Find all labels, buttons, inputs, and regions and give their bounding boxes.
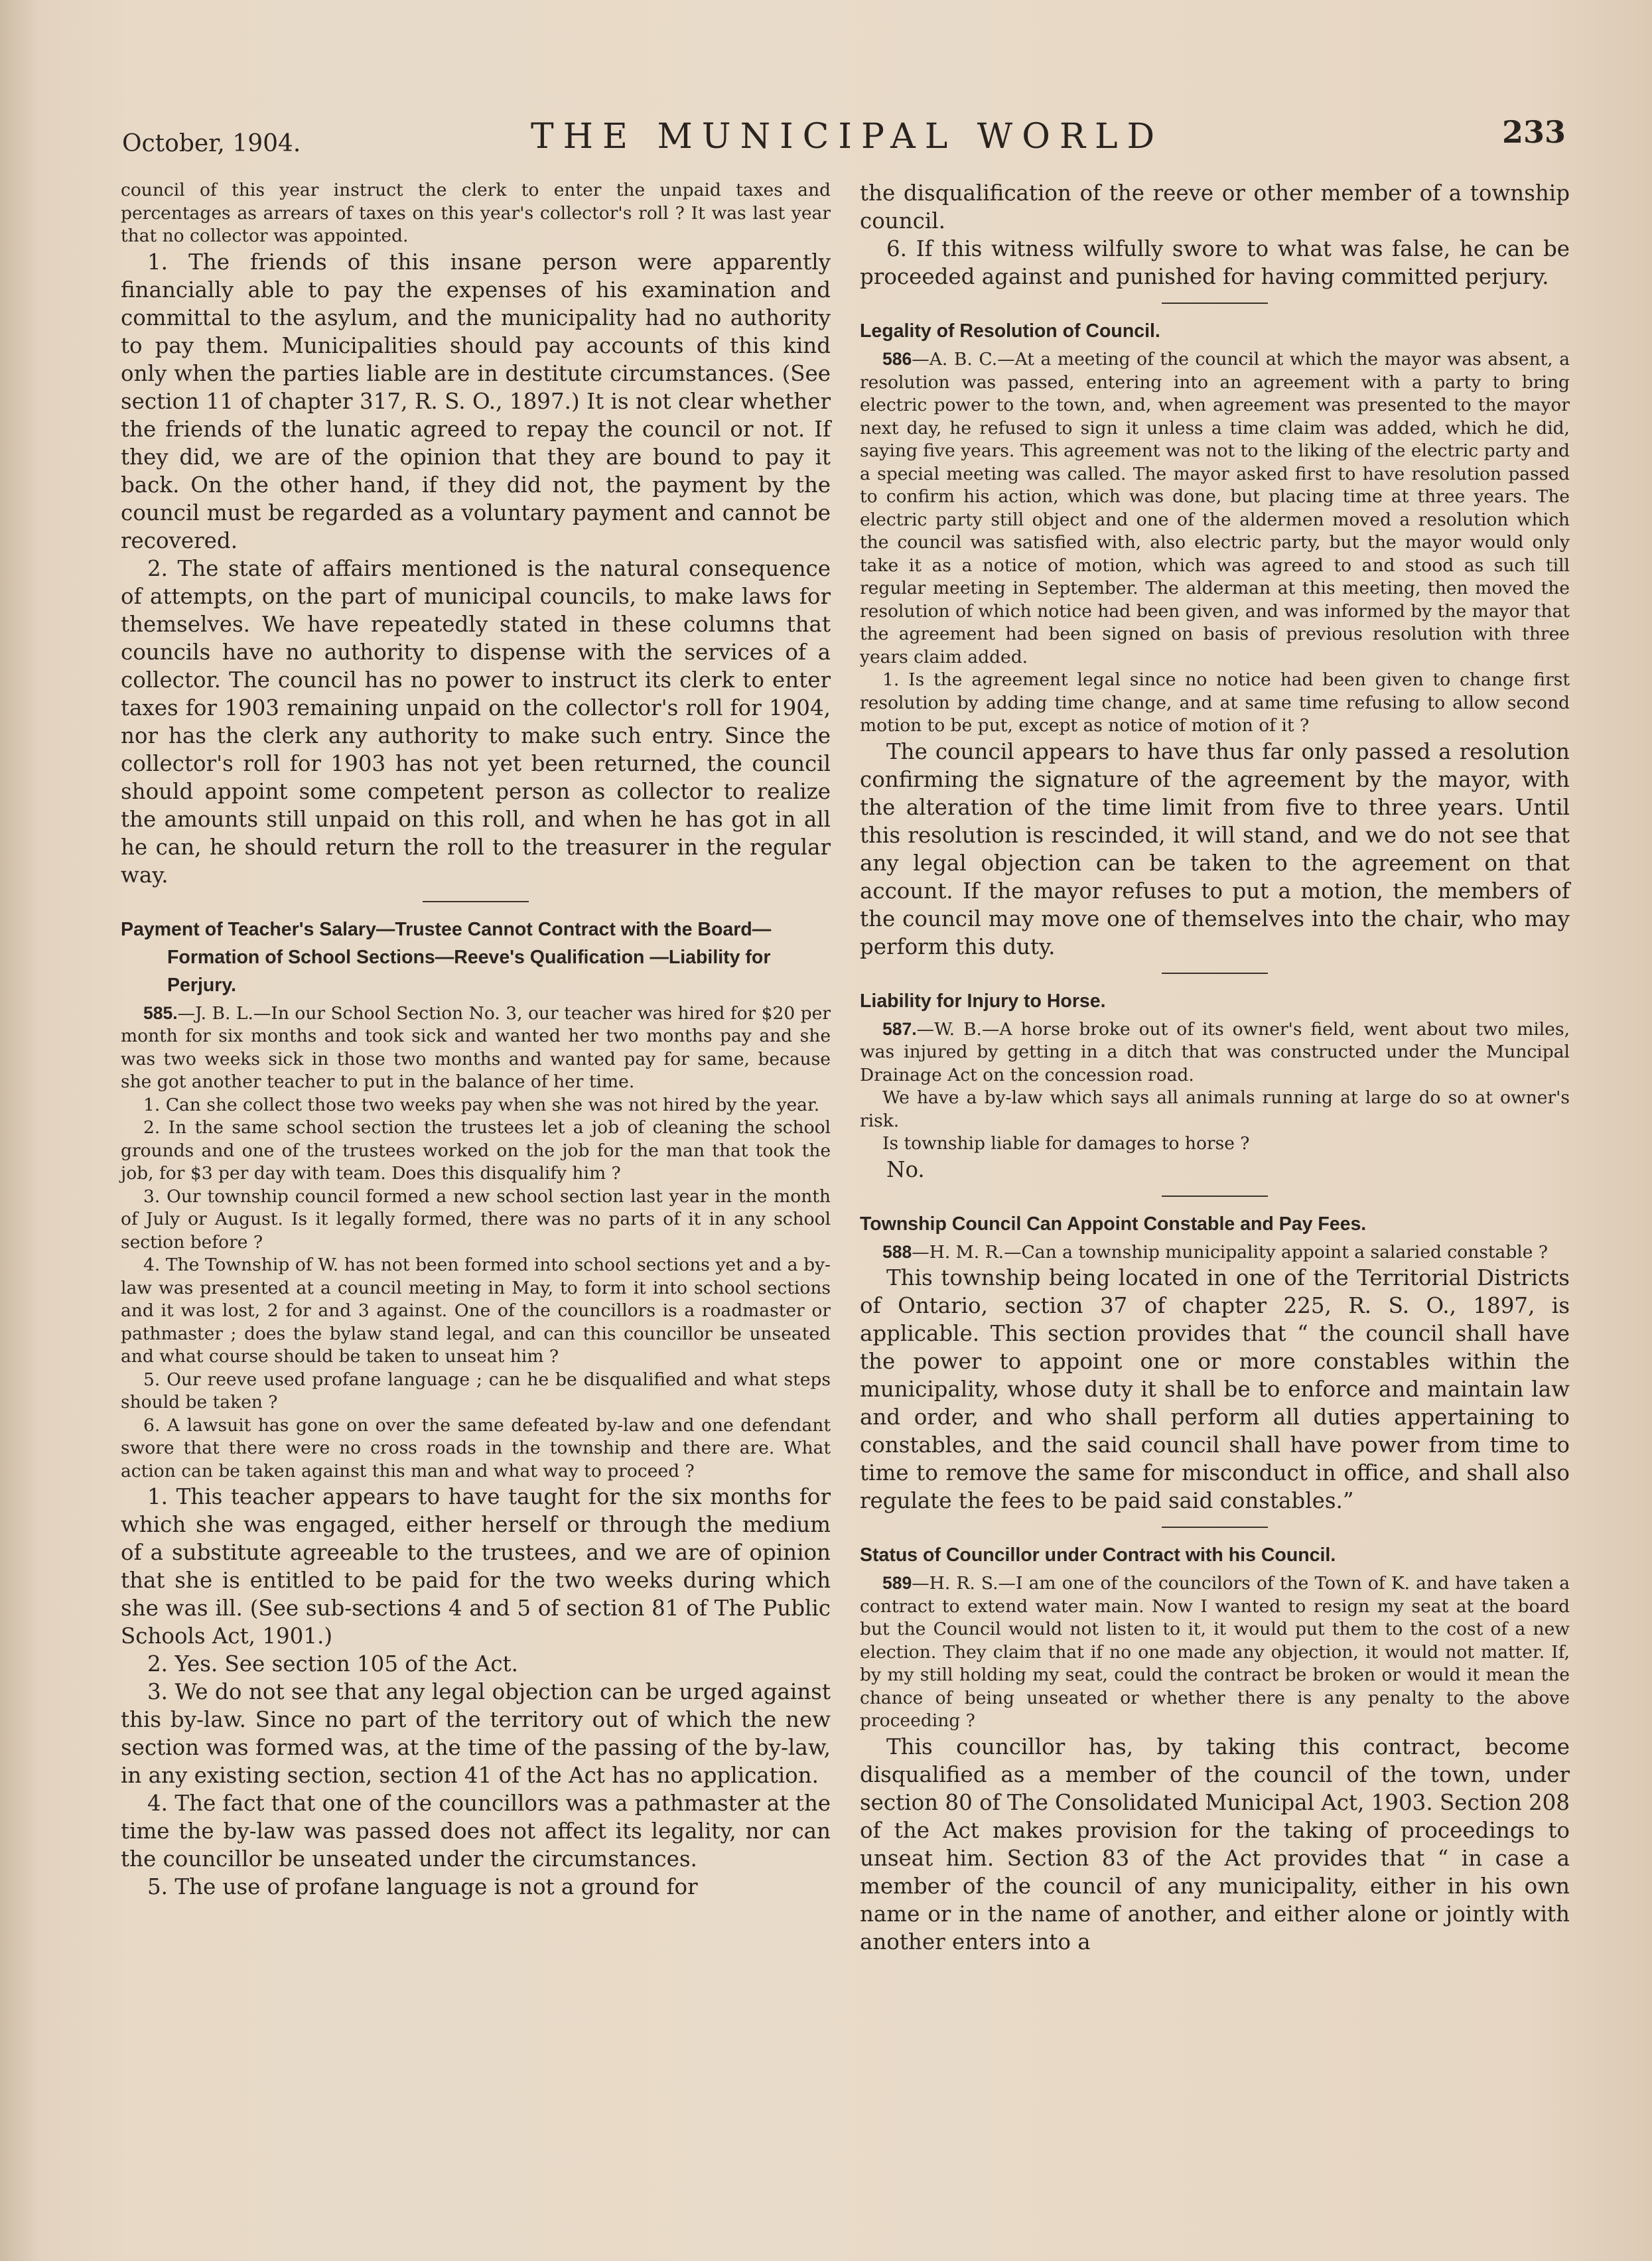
- answer-paragraph: 6. If this witness wilfully swore to what was false, he can be proceeded against and punished for having committed perjury.: [860, 236, 1570, 289]
- answer-paragraph: The council appears to have thus far only passed a resolution confirming the signature of the agreement by the mayor, with the alteration of the time limit from five to three years. Until this resolution is rescinded, it will stand, and we do not see that any legal objection can be taken to the agreement on that account. If the mayor refuses to put a motion, the members of the council may move one of themselves into the chair, who may perform this duty.: [860, 738, 1570, 959]
- page-header: [119, 113, 1566, 166]
- answer-paragraph: 3. We do not see that any legal objection can be urged against this by-law. Since no part of the territory out of which the new section was formed was, at the time of the passing of the by-law, in any existing section, section 41 of the Act has no application.: [121, 1679, 831, 1788]
- question-item: 3. Our township council formed a new school section last year in the month of July or August. Is it legally formed, there was no parts of it in any school section before ?: [121, 1186, 831, 1253]
- question-item: 1. Can she collect those two weeks pay when she was not hired by the year.: [143, 1094, 820, 1115]
- question-text: —H. R. S.—I am one of the councilors of the Town of K. and have taken a contract to extend water main. Now I wanted to resign my seat at the board but the Council would not listen to it, it would put them to the cost of a new election. They claim that if no one made any objection, it would not matter. If, by my still holding my seat, could the contract be broken or would it mean the chance of being unseated or whether there is any penalty to the above proceeding ?: [860, 1573, 1570, 1731]
- answer-paragraph: 2. The state of affairs mentioned is the natural consequence of attempts, on the part of municipal councils, to make laws for themselves. We have repeatedly stated in these columns that councils have no authority to dispense with the services of a collector. The council has no power to instruct its clerk to enter taxes for 1903 remaining unpaid on the collector's roll for 1904, nor has the clerk any authority to make such entry. Since the collector's roll for 1903 has not yet been returned, the council should appoint some competent person as collector to realize the amounts still unpaid on this roll, and when he has got in all he can, he should return the roll to the treasurer in the regular way.: [121, 555, 831, 888]
- section-heading: Liability for Injury to Horse.: [860, 990, 1106, 1012]
- question-item: 5. Our reeve used profane language ; can he be disqualified and what steps should be taken ?: [121, 1369, 831, 1412]
- question-item: We have a by-law which says all animals running at large do so at owner's risk.: [860, 1087, 1570, 1131]
- question-continuation: council of this year instruct the clerk to enter the unpaid taxes and percentages as arrears of taxes on this year's collector's roll ? It was last year that no collector was appointed.: [121, 180, 831, 246]
- question-item: 4. The Township of W. has not been formed into school sections yet and a by-law was presented at a council meeting in May, to form it into school sections and it was lost, 2 for and 3 against. One of the councillors is a roadmaster or pathmaster ; does the bylaw stand legal, and can this councillor be unseated and what course should be taken to unseat him ?: [121, 1255, 831, 1367]
- answer-paragraph: No.: [886, 1156, 925, 1182]
- question-number: 589: [882, 1573, 912, 1593]
- section-divider: [1162, 1527, 1268, 1528]
- answer-paragraph: 1. The friends of this insane person were apparently financially able to pay the expenses of his examination and committal to the asylum, and the municipality had no authority to pay them. Municipalities should pay accounts of this kind only when the parties liable are in destitute circumstances. (See section 11 of chapter 317, R. S. O., 1897.) It is not clear whether the friends of the lunatic agreed to repay the council or not. If they did, we are of the opinion that they are bound to pay it back. On the other hand, if they did not, the payment by the council must be regarded as a voluntary payment and cannot be recovered.: [121, 249, 831, 553]
- question-paragraph: [860, 1572, 1570, 1733]
- section-heading: Township Council Can Appoint Constable and Pay Fees.: [860, 1213, 1367, 1235]
- section-divider: [1162, 973, 1268, 974]
- answer-continuation: the disqualification of the reeve or other member of a township council.: [860, 180, 1570, 234]
- question-paragraph: [860, 1241, 1570, 1265]
- question-paragraph: [121, 1002, 831, 1094]
- section-divider: [423, 901, 529, 902]
- question-text: —W. B.—A horse broke out of its owner's field, went about two miles, was injured by getting in a ditch that was constructed under the Muncipal Drainage Act on the concession road.: [860, 1018, 1570, 1085]
- left-column: [121, 179, 831, 1901]
- question-paragraph: [860, 1018, 1570, 1087]
- section-heading: Payment of Teacher's Salary—Trustee Cannot Contract with the Board—Formation of School Sections—Reeve's Qualification —Liability for Perjury.: [121, 918, 772, 996]
- answer-paragraph: This councillor has, by taking this contract, become disqualified as a member of the council of the town, under section 80 of The Consolidated Municipal Act, 1903. Section 208 of the Act makes provision for the taking of proceedings to unseat him. Section 83 of the Act provides that “ in case a member of the council of any municipality, either in his own name or in the name of another, and either alone or jointly with another enters into a: [860, 1734, 1570, 1954]
- answer-paragraph: 1. This teacher appears to have taught for the six months for which she was engaged, either herself or through the medium of a substitute agreeable to the trustees, and we are of opinion that she is entitled to be paid for the two weeks during which she was ill. (See sub-sections 4 and 5 of section 81 of The Public Schools Act, 1901.): [121, 1484, 831, 1649]
- section-divider: [1162, 1196, 1268, 1197]
- question-item: 6. A lawsuit has gone on over the same defeated by-law and one defendant swore that there were no cross roads in the township and there are. What action can be taken against this man and what way to proceed ?: [121, 1414, 831, 1481]
- question-paragraph: [860, 348, 1570, 669]
- section-divider: [1162, 303, 1268, 304]
- question-text: —J. B. L.—In our School Section No. 3, our teacher was hired for $20 per month for six months and took sick and wanted her two months pay and she was two weeks sick in those two months and wanted pay for same, because she got another teacher to put in the balance of her time.: [121, 1002, 831, 1092]
- question-number: 585.: [143, 1002, 178, 1023]
- question-text: —H. M. R.—Can a township municipality appoint a salaried constable ?: [912, 1241, 1549, 1263]
- question-number: 587.: [882, 1018, 917, 1039]
- answer-paragraph: 2. Yes. See section 105 of the Act.: [147, 1651, 518, 1677]
- answer-paragraph: 5. The use of profane language is not a ground for: [147, 1874, 698, 1899]
- answer-paragraph: This township being located in one of the Territorial Districts of Ontario, section 37 of chapter 225, R. S. O., 1897, is applicable. This section provides that “ the council shall have the power to appoint one or more constables within the municipality, whose duty it shall be to enforce and maintain law and order, and who shall perform all duties appertaining to constables, and the said council shall have power from time to time to remove the same for misconduct in office, and shall also regulate the fees to be paid said constables.”: [860, 1265, 1570, 1513]
- right-column: [860, 179, 1570, 1956]
- answer-paragraph: 4. The fact that one of the councillors was a pathmaster at the time the by-law was passed does not affect its legality, nor can the councillor be unseated under the circumstances.: [121, 1791, 831, 1872]
- section-heading: Legality of Resolution of Council.: [860, 320, 1160, 342]
- issue-date: October, 1904.: [122, 130, 301, 157]
- page-number: 233: [1501, 114, 1566, 150]
- question-item: 1. Is the agreement legal since no notice had been given to change first resolution by adding time change, and at same time refusing to allow second motion to be put, except as notice of motion of it ?: [860, 669, 1570, 736]
- section-heading: Status of Councillor under Contract with his Council.: [860, 1544, 1336, 1566]
- question-text: —A. B. C.—At a meeting of the council at which the mayor was absent, a resolution was passed, entering into an agreement with a party to bring electric power to the town, and, when agreement was presented to the mayor next day, he refused to sign it unless a time claim was added, which he did, saying five years. This agreement was not to the liking of the electric party and a special meeting was called. The mayor asked first to have resolution passed to confirm his action, which was done, but placing time at three years. The electric party still object and one of the aldermen moved a resolution which the council was satisfied with, also electric party, but the mayor would only take it as a notice of motion, which was agreed to and stood as such till regular meeting in September. The alderman at this meeting, then moved the resolution of which notice had been given, and was informed by the mayor that the agreement had been signed on basis of previous resolution with three years claim added.: [860, 349, 1570, 667]
- masthead: THE MUNICIPAL WORLD: [531, 117, 1164, 157]
- question-number: 586: [882, 349, 912, 369]
- question-item: Is township liable for damages to horse ?: [882, 1133, 1250, 1154]
- question-item: 2. In the same school section the trustees let a job of cleaning the school grounds and one of the trustees worked on the job for the man that took the job, for $3 per day with team. Does this disqualify him ?: [121, 1117, 831, 1184]
- question-number: 588: [882, 1241, 912, 1262]
